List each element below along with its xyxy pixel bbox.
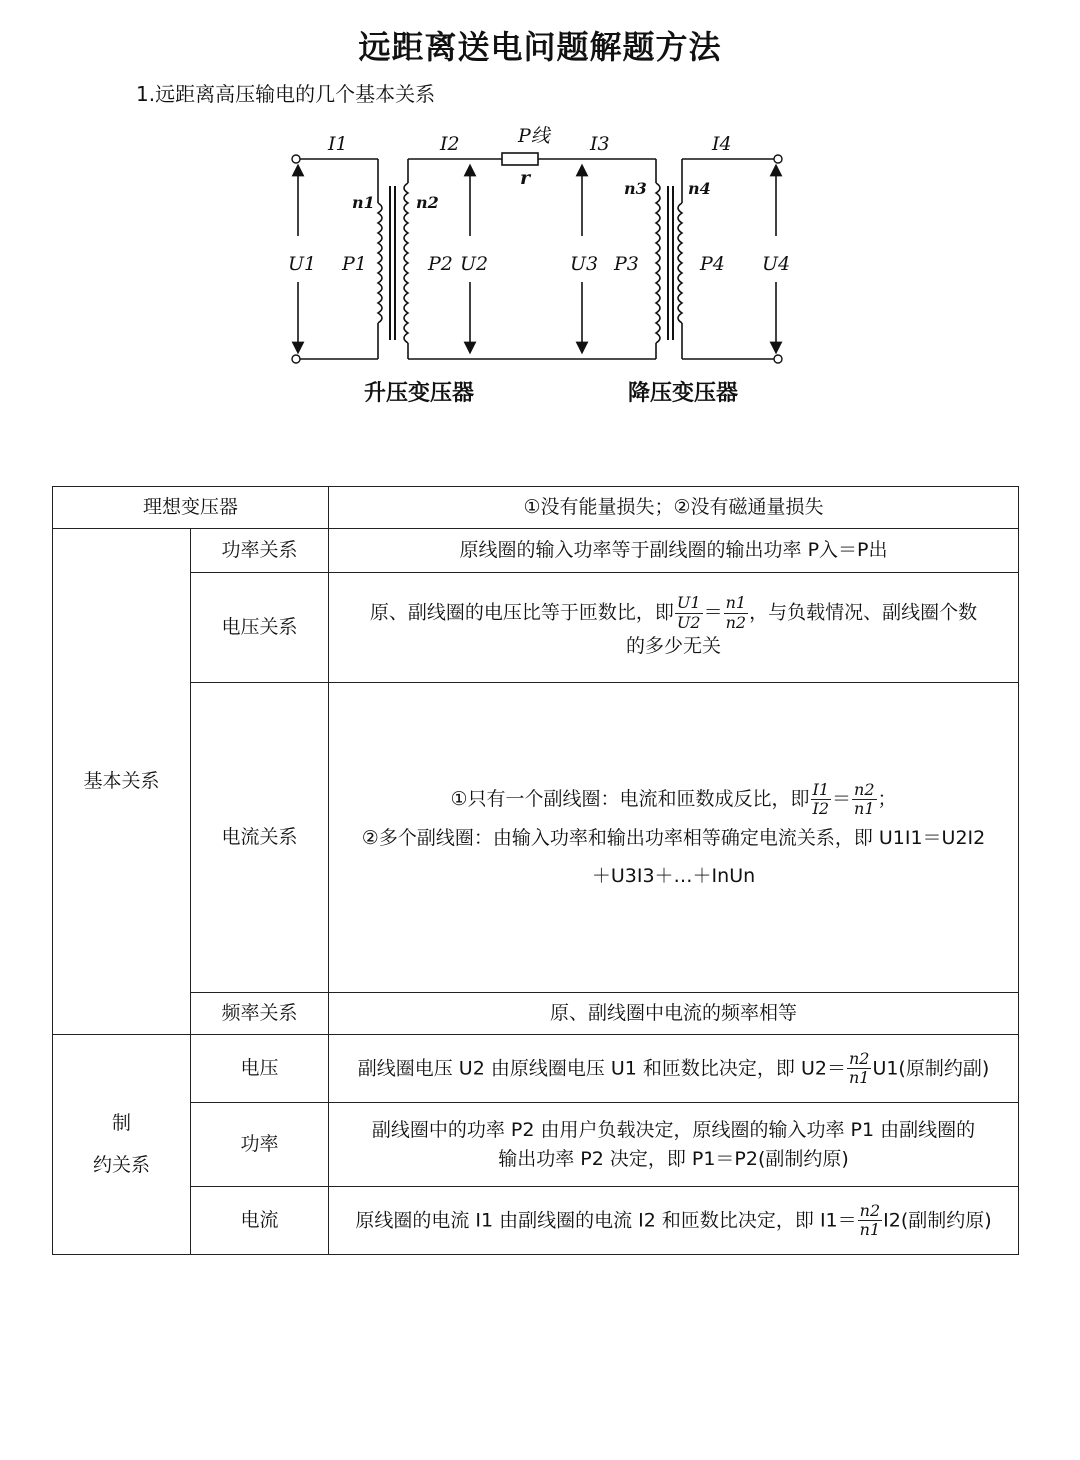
c-current-label: 电流 bbox=[191, 1187, 329, 1255]
label-I4: I4 bbox=[712, 133, 732, 155]
label-I1: I1 bbox=[328, 133, 348, 155]
relations-table bbox=[52, 486, 1019, 1255]
frac-den: n1 bbox=[859, 1220, 881, 1239]
page-title: 远距离送电问题解题方法 bbox=[358, 28, 722, 66]
label-U3: U3 bbox=[570, 253, 599, 275]
current-text-c: ②多个副线圈：由输入功率和输出功率相等确定电流关系，即 U1I1＝U2I2 bbox=[361, 826, 986, 849]
power-label: 功率关系 bbox=[191, 529, 329, 573]
label-n3: n3 bbox=[624, 179, 647, 198]
current-text-a: ①只有一个副线圈：电流和匝数成反比，即 bbox=[450, 788, 810, 811]
frac-num: n2 bbox=[848, 1048, 870, 1068]
frac-num: n2 bbox=[859, 1200, 881, 1220]
label-step-down: 降压变压器 bbox=[628, 381, 739, 406]
frac-num: n1 bbox=[725, 593, 747, 613]
c-power-text-b: 输出功率 P2 决定，即 P1＝P2(副制约原) bbox=[498, 1147, 849, 1170]
terminal-top-left bbox=[292, 155, 300, 163]
current-text-d: ＋U3I3＋…＋InUn bbox=[591, 864, 756, 887]
frac-num: I1 bbox=[812, 779, 830, 799]
voltage-text-c: 的多少无关 bbox=[626, 635, 722, 658]
c-power-text-a: 副线圈中的功率 P2 由用户负载决定，原线圈的输入功率 P1 由副线圈的 bbox=[371, 1119, 976, 1141]
current-ratio-fraction bbox=[811, 781, 832, 819]
terminal-bottom-right bbox=[774, 355, 782, 363]
voltage-text-a: 原、副线圈的电压比等于匝数比，即 bbox=[369, 601, 674, 624]
terminal-top-right bbox=[774, 155, 782, 163]
terminal-bottom-left bbox=[292, 355, 300, 363]
c-current-text bbox=[329, 1187, 1019, 1255]
freq-label: 频率关系 bbox=[191, 993, 329, 1035]
frac-den: n2 bbox=[725, 612, 747, 632]
voltage-text: 原、副线圈的电压比等于匝数比，即 $\frac{U1}{U2}$ ＝ $\frac{n1}{n2}$ ，与负载情况、副线圈个数 的多少无关 bbox=[329, 573, 1019, 683]
constraint-group-label bbox=[53, 1035, 191, 1255]
label-P1: P1 bbox=[342, 253, 367, 275]
c-current-fraction bbox=[858, 1202, 882, 1240]
freq-text: 原、副线圈中电流的频率相等 bbox=[329, 993, 1019, 1035]
coil-n4 bbox=[678, 203, 682, 323]
constraint-group-a: 制 bbox=[111, 1111, 131, 1134]
label-P4: P4 bbox=[700, 253, 725, 275]
label-I2: I2 bbox=[440, 133, 460, 155]
label-U1: U1 bbox=[288, 253, 317, 275]
c-voltage-text-b: U1(原制约副) bbox=[872, 1057, 990, 1079]
power-text: 原线圈的输入功率等于副线圈的输出功率 P入＝P出 bbox=[329, 529, 1019, 573]
frac-den: n1 bbox=[848, 1068, 870, 1087]
coil-n3 bbox=[656, 183, 660, 343]
label-r: r bbox=[520, 167, 531, 189]
ideal-value: ①没有能量损失；②没有磁通量损失 bbox=[329, 487, 1019, 529]
current-label: 电流关系 bbox=[191, 683, 329, 993]
frac-den: U2 bbox=[676, 612, 701, 632]
transmission-circuit-diagram bbox=[280, 118, 800, 418]
section-title: 1.远距离高压输电的几个基本关系 bbox=[136, 82, 436, 106]
label-I3: I3 bbox=[590, 133, 610, 155]
frac-num: n2 bbox=[854, 779, 875, 799]
voltage-text-b: ，与负载情况、副线圈个数 bbox=[749, 601, 978, 624]
voltage-ratio-fraction bbox=[675, 594, 703, 632]
c-voltage-label: 电压 bbox=[191, 1035, 329, 1103]
label-P-line: P线 bbox=[518, 125, 550, 147]
current-text: ①只有一个副线圈：电流和匝数成反比，即 $\frac{I1}{I2}$ ＝ $\frac{n2}{n1}$ ； ②多个副线圈：由输入功率和输出功率相等确定电流关系，即 U1I1＝U2I2 ＋U3I3＋…＋InUn bbox=[329, 683, 1019, 993]
inverse-turns-fraction bbox=[852, 781, 876, 819]
label-n2: n2 bbox=[416, 193, 439, 212]
current-text-b: ； bbox=[877, 788, 897, 811]
c-voltage-fraction bbox=[847, 1050, 871, 1088]
label-n4: n4 bbox=[688, 179, 711, 198]
label-P3: P3 bbox=[614, 253, 639, 275]
label-P2: P2 bbox=[428, 253, 453, 275]
coil-n1 bbox=[378, 203, 382, 323]
label-step-up: 升压变压器 bbox=[364, 381, 475, 406]
c-current-text-a: 原线圈的电流 I1 由副线圈的电流 I2 和匝数比决定，即 I1＝ bbox=[355, 1209, 857, 1231]
label-n1: n1 bbox=[352, 193, 375, 212]
c-current-text-b: I2(副制约原) bbox=[883, 1209, 992, 1231]
label-U2: U2 bbox=[460, 253, 489, 275]
c-voltage-text-a: 副线圈电压 U2 由原线圈电压 U1 和匝数比决定，即 U2＝ bbox=[357, 1057, 846, 1079]
coil-n2 bbox=[404, 183, 408, 343]
turns-ratio-fraction bbox=[724, 594, 748, 632]
c-power-text bbox=[329, 1103, 1019, 1187]
frac-num: U1 bbox=[676, 593, 701, 613]
c-voltage-text bbox=[329, 1035, 1019, 1103]
line-resistor bbox=[502, 153, 538, 165]
frac-den: n1 bbox=[854, 799, 875, 819]
constraint-group-b: 约关系 bbox=[92, 1153, 150, 1176]
c-power-label: 功率 bbox=[191, 1103, 329, 1187]
ideal-label: 理想变压器 bbox=[53, 487, 329, 529]
label-U4: U4 bbox=[762, 253, 791, 275]
voltage-label: 电压关系 bbox=[191, 573, 329, 683]
frac-den: I2 bbox=[812, 799, 830, 819]
basic-group-label: 基本关系 bbox=[53, 529, 191, 1035]
